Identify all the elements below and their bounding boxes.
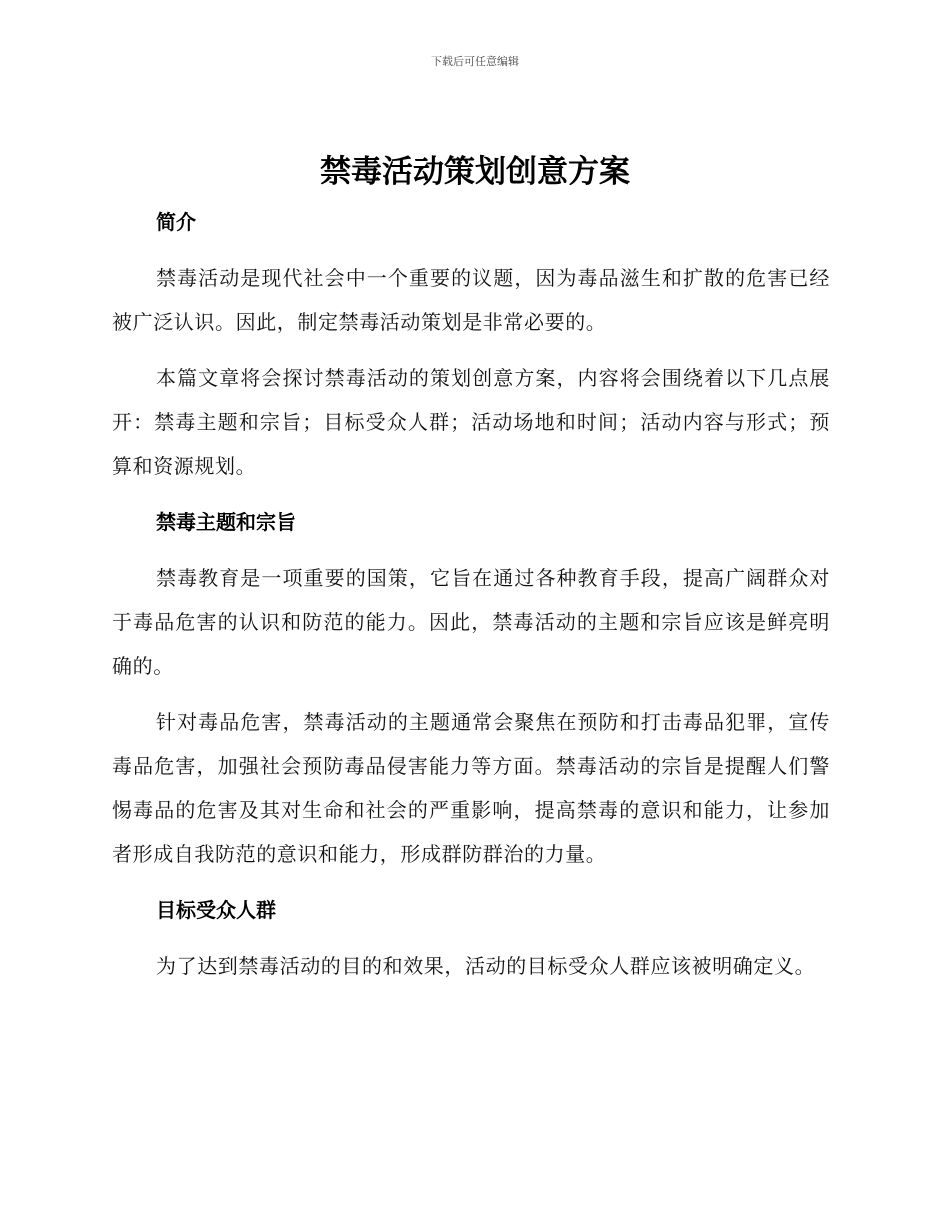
section-intro: [112, 200, 830, 488]
paragraph: 禁毒活动是现代社会中一个重要的议题，因为毒品滋生和扩散的危害已经被广泛认识。因此，制定禁毒活动策划是非常必要的。: [112, 266, 830, 334]
paragraph: 为了达到禁毒活动的目的和效果，活动的目标受众人群应该被明确定义。: [156, 954, 816, 978]
paragraph: 禁毒教育是一项重要的国策，它旨在通过各种教育手段，提高广阔群众对于毒品危害的认识和防范的能力。因此，禁毒活动的主题和宗旨应该是鲜亮明确的。: [112, 566, 830, 678]
section-heading: 禁毒主题和宗旨: [156, 510, 296, 534]
page-header-note: 下载后可任意编辑: [431, 55, 519, 68]
paragraph: 本篇文章将会探讨禁毒活动的策划创意方案，内容将会围绕着以下几点展开：禁毒主题和宗旨；目标受众人群；活动场地和时间；活动内容与形式；预算和资源规划。: [112, 366, 830, 478]
section-heading: 目标受众人群: [156, 898, 276, 922]
section-heading: 简介: [156, 210, 196, 234]
document-body: [112, 200, 830, 988]
document-title: 禁毒活动策划创意方案: [320, 154, 630, 190]
section-theme-and-purpose: [112, 500, 830, 876]
section-target-audience: [112, 888, 830, 988]
paragraph: 针对毒品危害，禁毒活动的主题通常会聚焦在预防和打击毒品犯罪，宣传毒品危害，加强社会预防毒品侵害能力等方面。禁毒活动的宗旨是提醒人们警惕毒品的危害及其对生命和社会的严重影响，提高禁毒的意识和能力，让参加者形成自我防范的意识和能力，形成群防群治的力量。: [112, 710, 830, 866]
